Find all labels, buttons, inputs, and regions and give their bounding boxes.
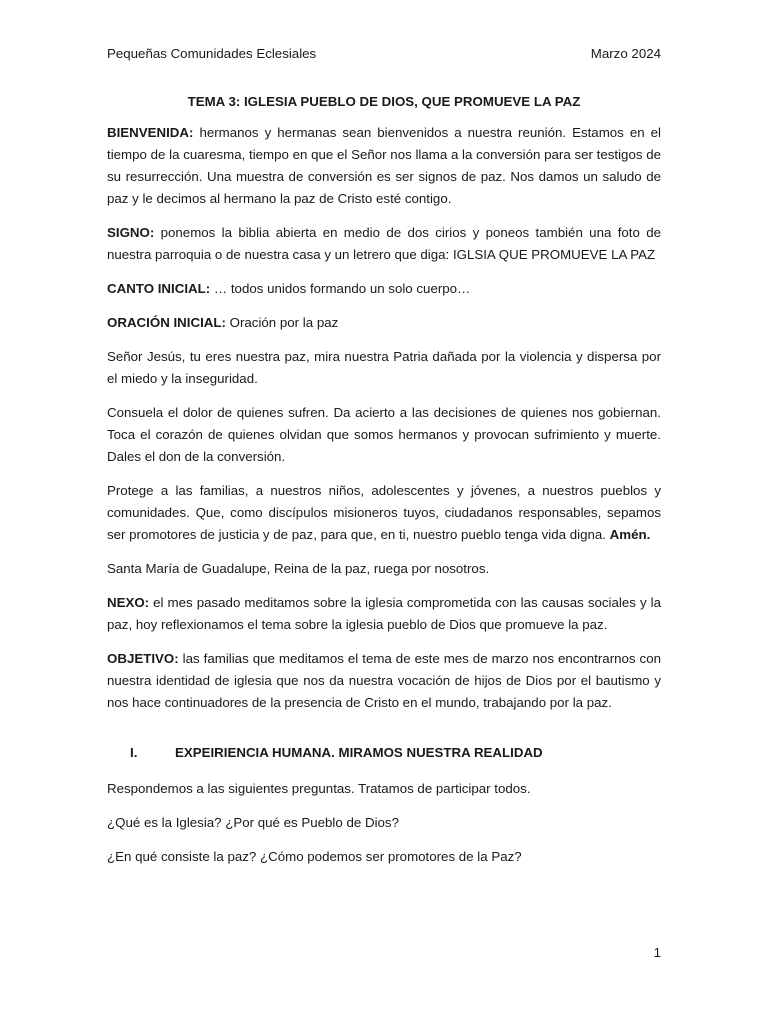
bienvenida-label: BIENVENIDA: (107, 125, 194, 140)
bienvenida-paragraph (107, 122, 661, 210)
prayer-paragraph-4: Santa María de Guadalupe, Reina de la paz, ruega por nosotros. (107, 561, 490, 576)
amen-text: Amén. (609, 527, 651, 542)
bienvenida-text: hermanos y hermanas sean bienvenidos a nuestra reunión. Estamos en el tiempo de la cuaresma, tiempo en que el Señor nos llama a la conversión para ser testigos de su resurrección. Una muestra de conversión es ser signos de paz. Nos damos un saludo de paz y le decimos al hermano la paz de Cristo esté contigo. (107, 125, 661, 206)
header-organization: Pequeñas Comunidades Eclesiales (107, 46, 317, 61)
question-2: ¿En qué consiste la paz? ¿Cómo podemos ser promotores de la Paz? (107, 849, 522, 864)
oracion-text: Oración por la paz (225, 315, 339, 330)
objetivo-text: las familias que meditamos el tema de este mes de marzo nos encontrarnos con nuestra identidad de iglesia que nos da nuestra vocación de hijos de Dios por el bautismo y nos hace continuadores de la presencia de Cristo en el mundo, trabajando por la paz. (107, 651, 661, 710)
section-title: EXPEIRIENCIA HUMANA. MIRAMOS NUESTRA REALIDAD (175, 745, 543, 760)
objetivo-label: OBJETIVO: (107, 651, 179, 666)
prayer-paragraph-2: Consuela el dolor de quienes sufren. Da acierto a las decisiones de quienes nos gobiernan. Toca el corazón de quienes olvidan que somos hermanos y provocan sufrimiento y muerte. Dales el don de la conversión. (107, 405, 661, 464)
prayer-paragraph-3-text: Protege a las familias, a nuestros niños, adolescentes y jóvenes, a nuestros pueblos y comunidades. Que, como discípulos misioneros tuyos, ciudadanos responsables, sepamos ser promotores de justicia y de paz, para que, en ti, nuestro pueblo tenga vida digna. (107, 483, 661, 542)
header-date: Marzo 2024 (590, 46, 661, 61)
page-header (107, 44, 661, 64)
nexo-paragraph (107, 592, 661, 636)
section-heading (107, 742, 661, 764)
document-title: TEMA 3: IGLESIA PUEBLO DE DIOS, QUE PROMUEVE LA PAZ (187, 94, 581, 109)
section-intro: Respondemos a las siguientes preguntas. Tratamos de participar todos. (107, 781, 531, 796)
canto-paragraph (107, 278, 661, 300)
nexo-text: el mes pasado meditamos sobre la iglesia comprometida con las causas sociales y la paz, hoy reflexionamos el tema sobre la iglesia pueblo de Dios que promueve la paz. (107, 595, 661, 632)
canto-text: … todos unidos formando un solo cuerpo… (210, 281, 471, 296)
prayer-paragraph-3 (107, 480, 661, 546)
objetivo-paragraph (107, 648, 661, 714)
section-number: I. (130, 745, 138, 760)
signo-label: SIGNO: (107, 225, 155, 240)
oracion-label: ORACIÓN INICIAL: (107, 315, 226, 330)
canto-label: CANTO INICIAL: (107, 281, 211, 296)
oracion-paragraph (107, 312, 661, 334)
prayer-paragraph-1: Señor Jesús, tu eres nuestra paz, mira nuestra Patria dañada por la violencia y dispersa por el miedo y la inseguridad. (107, 349, 661, 386)
document-body (107, 92, 661, 880)
question-1: ¿Qué es la Iglesia? ¿Por qué es Pueblo de Dios? (107, 815, 399, 830)
page-number: 1 (653, 945, 661, 960)
nexo-label: NEXO: (107, 595, 150, 610)
signo-text: ponemos la biblia abierta en medio de dos cirios y poneos también una foto de nuestra parroquia o de nuestra casa y un letrero que diga: IGLSIA QUE PROMUEVE LA PAZ (107, 225, 661, 262)
signo-paragraph (107, 222, 661, 266)
